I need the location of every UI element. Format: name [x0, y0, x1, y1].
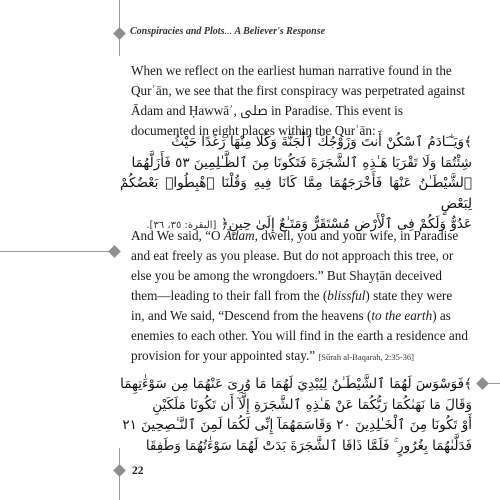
translation-paragraph: And We said, “O Ādam, dwell, you and your wife, in Paradise and eat freely as you please. But do not approach this tree, or else you be among the wrongdoers.” But Shayṭān deceived them—leading to their fall from the (blissful) state they were in, and We said, “Descend from the heavens (to the earth) as enemies to each other. You will find in the earth a residence and provision for your appointed stay.” [Sūrah al-Baqarah, 2:35-36] [131, 228, 468, 363]
arabic-line: ﴾وَيَـٰٓـَادَمُ ٱسْكُنْ أَنتَ وَزَوْجُكَ ٱلْجَنَّةَ وَكُلَا مِنْهَا رَغَدًا حَيْثُ [171, 134, 472, 150]
diamond-ornament-right [476, 377, 489, 390]
page-number: 22 [132, 465, 144, 477]
arabic-line: فَدَلَّىٰهُمَا بِغُرُورٍ ۚ فَلَمَّا ذَاقَا ٱلشَّجَرَةَ بَدَتْ لَهُمَا سَوْءَٰتُهُمَا وَطَفِقَا [145, 437, 472, 454]
running-header [130, 26, 470, 37]
diamond-ornament-left [108, 245, 121, 258]
arabic-line: شِئْتُمَا وَلَا تَقْرَبَا هَـٰذِهِ ٱلشَّجَرَةَ فَتَكُونَا مِنَ ٱلظَّـٰلِمِينَ ٥٣ فَأَزَلَّهُمَا [131, 154, 472, 171]
header-title-sub: A Believer's Response [234, 26, 326, 37]
italic-adam: Ādam [223, 228, 255, 243]
surah-citation: [Sūrah al-Baqarah, 2:35-36] [318, 352, 414, 362]
margin-rule-left [0, 251, 112, 252]
arabic-reference: [البقرة: ٣٥، ٣٦]. [146, 220, 217, 231]
diamond-ornament-top [113, 27, 126, 40]
arabic-verse-block-2 [120, 374, 472, 456]
arabic-line: أَوْ تَكُونَا مِنَ ٱلْخَـٰلِدِينَ ٢٠ وَقَاسَمَهُمَآ إِنِّى لَكُمَا لَمِنَ ٱلنَّـٰصِحِينَ ٢١ [122, 417, 472, 433]
arabic-line: وَقَالَ مَا نَهَىٰكُمَا رَبُّكُمَا عَنْ هَـٰذِهِ ٱلشَّجَرَةِ إِلَّآ أَن تَكُونَا مَلَكَيْنِ [152, 396, 472, 413]
arabic-verse-block-1 [120, 132, 472, 237]
arabic-line: ﴾فَوَسْوَسَ لَهُمَا ٱلشَّيْطَـٰنُ لِيُبْدِيَ لَهُمَا مَا وُرِىَ عَنْهُمَا مِن سَوْءَٰتِهِمَا [120, 376, 472, 392]
italic-to-the-earth: to the earth [371, 308, 433, 323]
diamond-ornament-bottom [113, 464, 126, 477]
arabic-line: ٱلشَّيْطَـٰنُ عَنْهَا فَأَخْرَجَهُمَا مِمَّا كَانَا فِيهِ وَقُلْنَا ٱهْبِطُوا۟ بَعْضُكُمْ لِبَعْضٍ [120, 175, 472, 212]
italic-blissful: blissful [327, 288, 366, 303]
arabic-line: عَدُوٌّ وَلَكُمْ فِى ٱلْأَرْضِ مُسْتَقَرٌّ وَمَتَـٰعٌ إِلَىٰ حِينٍ﴿ [البقرة: ٣٥، ٣٦]. [146, 216, 472, 232]
intro-paragraph: When we reflect on the earliest human narrative found in the Qurʾān, we see that the first conspiracy was perpetrated against Ādam and Ḥawwāʾ, ﷹ in Paradise. This event is documented in eight places within the Qurʾān: [131, 63, 465, 138]
header-title-main: Conspiracies and Plots [130, 26, 225, 37]
header-title-separator: ... [224, 26, 235, 37]
